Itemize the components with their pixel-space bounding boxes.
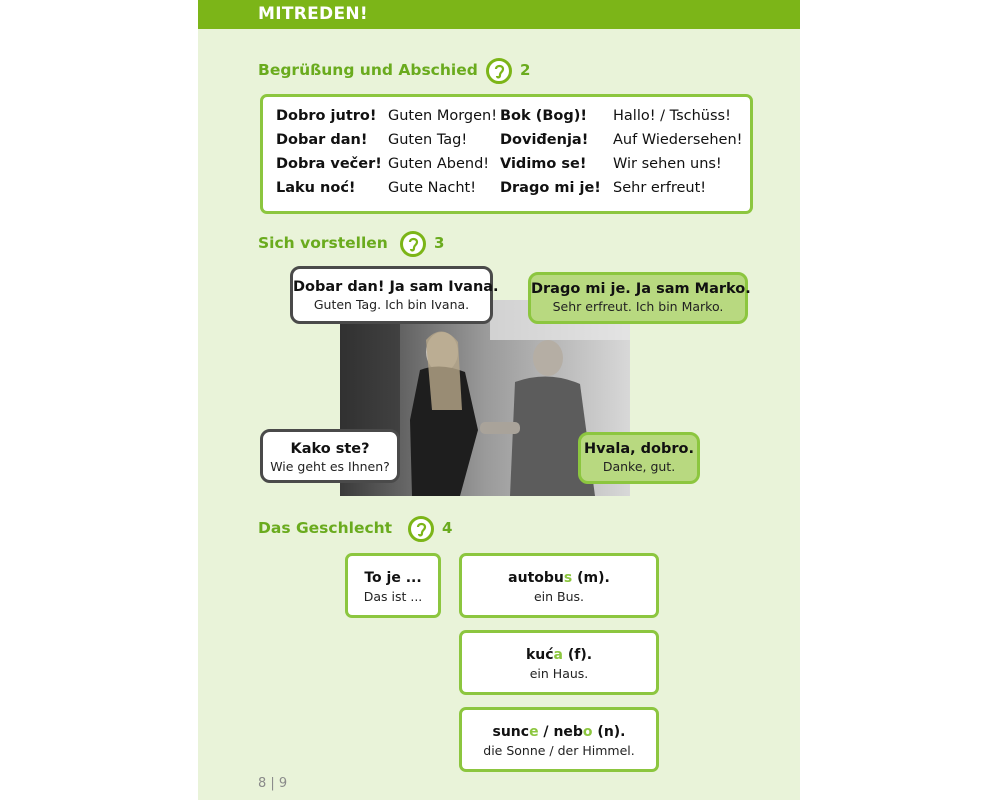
- bubble-translation: Wie geht es Ihnen?: [270, 459, 390, 474]
- speech-bubble-marko-1: [528, 272, 751, 324]
- section-title-greetings: Begrüßung und Abschied: [258, 61, 478, 79]
- greeting-de: Sehr erfreut!: [613, 180, 707, 196]
- track-number: 4: [442, 519, 453, 537]
- greeting-de: Guten Abend!: [388, 156, 490, 172]
- header-bar: [198, 0, 800, 29]
- greeting-hr: Laku noć!: [276, 180, 356, 196]
- greeting-hr: Dobra večer!: [276, 156, 382, 172]
- greetings-table: [260, 94, 753, 214]
- speech-bubble-marko-2: [578, 432, 700, 484]
- page: [198, 0, 800, 800]
- gender-feminine-translation: ein Haus.: [529, 666, 589, 681]
- ear-icon[interactable]: [408, 516, 434, 542]
- track-number: 2: [520, 61, 531, 79]
- gender-neuter-translation: die Sonne / der Himmel.: [483, 743, 635, 758]
- gender-neuter-word: sunce / nebo (n).: [492, 724, 626, 740]
- gender-masculine-translation: ein Bus.: [533, 589, 585, 604]
- bubble-translation: Sehr erfreut. Ich bin Marko.: [552, 299, 724, 314]
- bubble-translation: Danke, gut.: [602, 459, 676, 474]
- greeting-de: Auf Wiedersehen!: [613, 132, 743, 148]
- greeting-de: Hallo! / Tschüss!: [613, 108, 731, 124]
- ear-icon[interactable]: [400, 231, 426, 257]
- bubble-text: Kako ste?: [290, 441, 370, 457]
- bubble-text: Drago mi je. Ja sam Marko.: [531, 281, 751, 297]
- section-title-introduce: Sich vorstellen: [258, 234, 388, 252]
- speech-bubble-ivana-2: [260, 429, 400, 483]
- gender-intro-text: To je ...: [364, 570, 422, 586]
- greeting-hr: Drago mi je!: [500, 180, 601, 196]
- gender-masculine-word: autobus (m).: [508, 570, 610, 586]
- greeting-hr: Vidimo se!: [500, 156, 587, 172]
- speech-bubble-ivana-1: [290, 266, 499, 324]
- bubble-text: Hvala, dobro.: [583, 441, 695, 457]
- greeting-de: Guten Tag!: [388, 132, 468, 148]
- ear-icon[interactable]: [486, 58, 512, 84]
- greeting-hr: Doviđenja!: [500, 132, 589, 148]
- gender-neuter-box: [459, 707, 659, 772]
- gender-intro-translation: Das ist ...: [363, 589, 423, 604]
- greeting-hr: Dobar dan!: [276, 132, 368, 148]
- greeting-hr: Bok (Bog)!: [500, 108, 587, 124]
- page-title: MITREDEN!: [258, 4, 368, 24]
- greeting-de: Gute Nacht!: [388, 180, 477, 196]
- greeting-de: Guten Morgen!: [388, 108, 498, 124]
- page-numbers: 8 | 9: [258, 776, 288, 791]
- bubble-translation: Guten Tag. Ich bin Ivana.: [313, 297, 470, 312]
- greeting-de: Wir sehen uns!: [613, 156, 722, 172]
- gender-feminine-word: kuća (f).: [525, 647, 593, 663]
- bubble-text: Dobar dan! Ja sam Ivana.: [293, 279, 499, 295]
- section-title-gender: Das Geschlecht: [258, 519, 393, 537]
- gender-masculine-box: [459, 553, 659, 618]
- gender-feminine-box: [459, 630, 659, 695]
- greeting-hr: Dobro jutro!: [276, 108, 377, 124]
- gender-intro-box: [345, 553, 441, 618]
- track-number: 3: [434, 234, 445, 252]
